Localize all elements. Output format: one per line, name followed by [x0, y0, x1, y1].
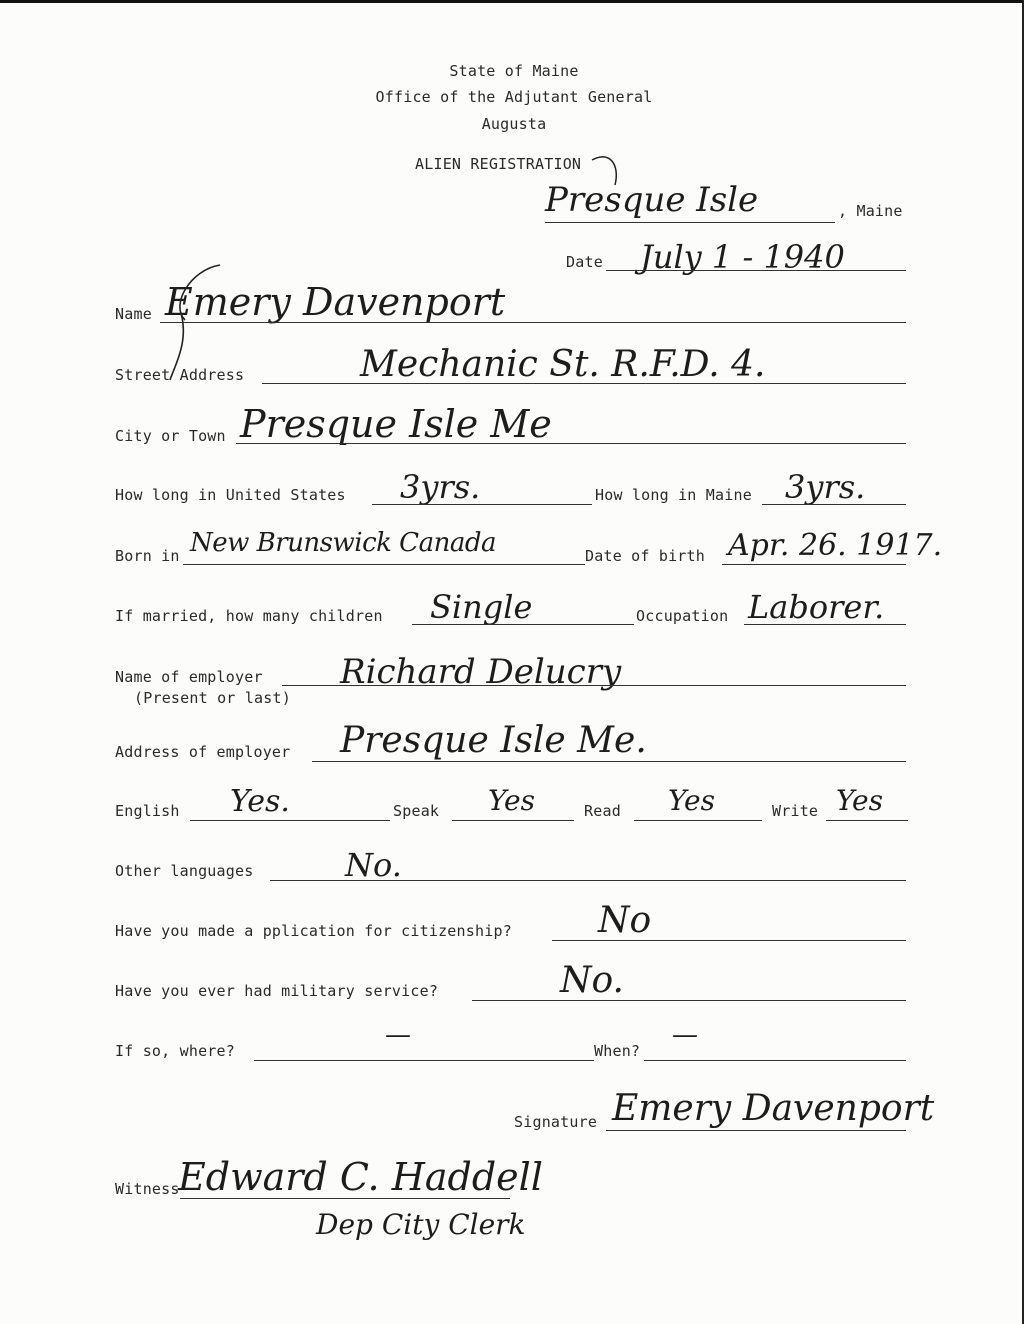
occupation-line: [744, 624, 906, 625]
english-line: [190, 820, 390, 821]
how-long-maine-value: 3yrs.: [785, 468, 866, 506]
place-value: Presque Isle: [545, 180, 759, 220]
employer-label: Name of employer: [115, 668, 263, 686]
city-line: [236, 443, 906, 444]
employer-address-label: Address of employer: [115, 743, 291, 761]
dob-line: [722, 564, 906, 565]
signature-value: Emery Davenport: [612, 1088, 935, 1129]
read-value: Yes: [668, 784, 715, 817]
header-state: State of Maine: [449, 62, 579, 80]
speak-value: Yes: [488, 784, 535, 817]
employer-address-value: Presque Isle Me.: [340, 720, 647, 761]
read-line: [634, 820, 762, 821]
write-line: [826, 820, 908, 821]
citizenship-label: Have you made a pplication for citizenship?: [115, 922, 512, 940]
date-label: Date: [566, 253, 603, 271]
other-languages-value: No.: [345, 846, 402, 884]
speak-line: [452, 820, 574, 821]
date-value: July 1 - 1940: [640, 238, 845, 276]
witness-line: [180, 1198, 510, 1199]
how-long-us-line: [372, 504, 592, 505]
witness-title: Dep City Clerk: [316, 1208, 526, 1241]
city-label: City or Town: [115, 427, 226, 445]
form-title: ALIEN REGISTRATION: [415, 155, 582, 173]
occupation-value: Laborer.: [748, 588, 885, 626]
street-label: Street Address: [115, 366, 245, 384]
employer-address-line: [312, 761, 906, 762]
header-office: Office of the Adjutant General: [375, 88, 653, 106]
other-languages-label: Other languages: [115, 862, 254, 880]
where-label: If so, where?: [115, 1042, 235, 1060]
born-in-value: New Brunswick Canada: [190, 528, 496, 558]
children-label: If married, how many children: [115, 607, 383, 625]
signature-label: Signature: [514, 1113, 598, 1131]
where-value: —: [385, 1020, 411, 1050]
citizenship-line: [552, 940, 906, 941]
military-line: [472, 1000, 906, 1001]
born-in-label: Born in: [115, 547, 180, 565]
place-line: [545, 222, 835, 223]
other-languages-line: [270, 880, 906, 881]
when-label: When?: [594, 1042, 641, 1060]
witness-value: Edward C. Haddell: [178, 1155, 543, 1199]
employer-line: [282, 685, 906, 686]
street-value: Mechanic St. R.F.D. 4.: [360, 344, 766, 385]
citizenship-value: No: [598, 900, 652, 941]
children-value: Single: [430, 588, 533, 626]
children-line: [412, 624, 634, 625]
how-long-maine-label: How long in Maine: [595, 486, 752, 504]
place-state-label: , Maine: [838, 202, 903, 220]
military-value: No.: [560, 960, 624, 1001]
signature-line: [606, 1130, 906, 1131]
how-long-maine-line: [762, 504, 906, 505]
city-value: Presque Isle Me: [240, 402, 552, 446]
employer-value: Richard Delucry: [340, 652, 622, 692]
military-label: Have you ever had military service?: [115, 982, 439, 1000]
english-value: Yes.: [230, 784, 290, 819]
street-line: [262, 383, 906, 384]
employer-sublabel: (Present or last): [134, 689, 291, 707]
english-label: English: [115, 802, 180, 820]
occupation-label: Occupation: [636, 607, 729, 625]
header-city: Augusta: [481, 115, 547, 133]
where-line: [254, 1060, 594, 1061]
scan-border-top: [0, 0, 1024, 3]
date-line: [606, 270, 906, 271]
when-line: [644, 1060, 906, 1061]
write-value: Yes: [836, 784, 883, 817]
when-value: —: [672, 1020, 698, 1050]
speak-label: Speak: [393, 802, 440, 820]
dob-value: Apr. 26. 1917.: [728, 528, 943, 563]
witness-label: Witness: [115, 1180, 180, 1198]
name-label: Name: [115, 305, 152, 323]
how-long-us-label: How long in United States: [115, 486, 346, 504]
read-label: Read: [584, 802, 621, 820]
name-value: Emery Davenport: [165, 280, 506, 324]
write-label: Write: [772, 802, 819, 820]
dob-label: Date of birth: [585, 547, 705, 565]
born-in-line: [183, 564, 585, 565]
title-flourish-stroke: [590, 150, 630, 200]
how-long-us-value: 3yrs.: [400, 468, 481, 506]
name-flourish-stroke: [160, 250, 280, 390]
